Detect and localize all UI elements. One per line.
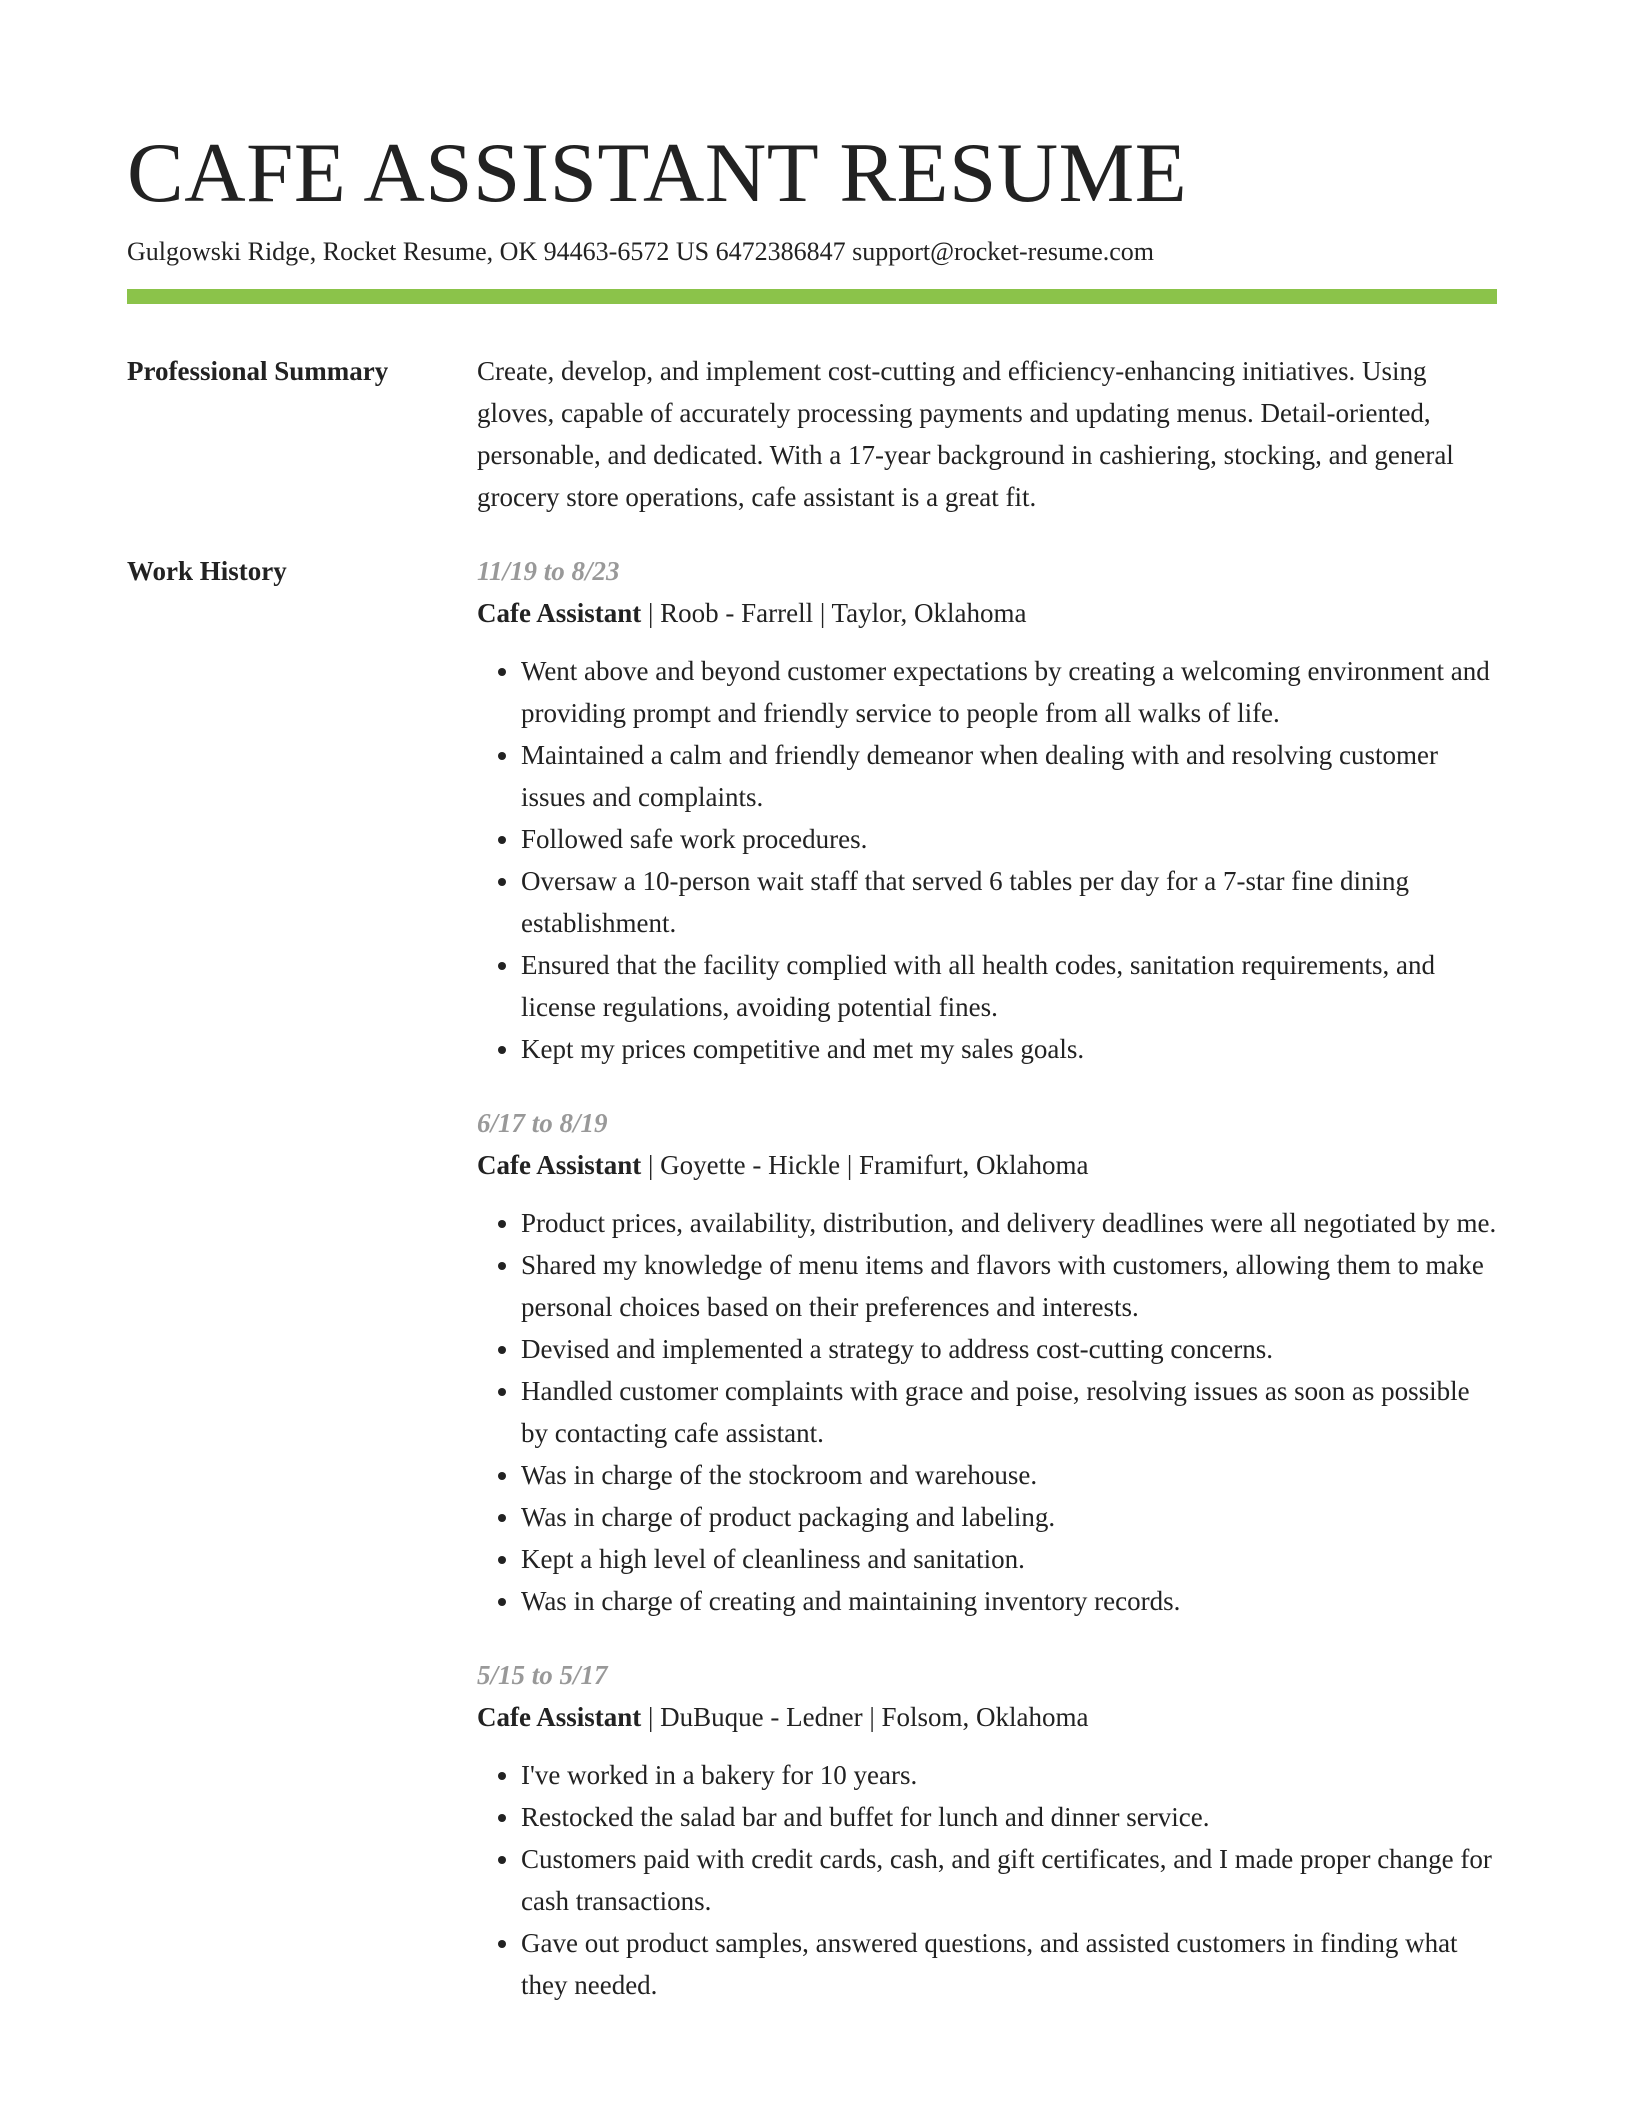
job-bullet: • Was in charge of product packaging and labeling. [521,1496,1497,1538]
job-employer-location: | Goyette - Hickle | Framifurt, Oklahoma [641,1150,1089,1180]
job-bullet: • Oversaw a 10-person wait staff that served 6 tables per day for a 7-star fine dining establishment. [521,860,1497,944]
job-employer-location: | DuBuque - Ledner | Folsom, Oklahoma [641,1702,1089,1732]
job-bullet: • Shared my knowledge of menu items and flavors with customers, allowing them to make personal choices based on their preferences and interests. [521,1244,1497,1328]
job-bullet-list [477,650,1497,1070]
resume-page [127,0,1497,2006]
section-label-professional-summary: Professional Summary [127,356,389,386]
job-dates: 6/17 to 8/19 [477,1108,608,1138]
job-title: Cafe Assistant [477,598,642,628]
resume-title: CAFE ASSISTANT RESUME [127,126,1188,220]
job-bullet: • Went above and beyond customer expectations by creating a welcoming environment and providing prompt and friendly service to people from all walks of life. [521,650,1497,734]
section-label-work-history: Work History [127,556,287,586]
job-bullet: • Followed safe work procedures. [521,818,1497,860]
job-dates: 5/15 to 5/17 [477,1660,608,1690]
contact-line [127,234,1497,270]
professional-summary-section [127,350,1497,518]
job-bullet-list [477,1202,1497,1622]
job-bullet: • Ensured that the facility complied with all health codes, sanitation requirements, and license regulations, avoiding potential fines. [521,944,1497,1028]
job-bullet: • Devised and implemented a strategy to address cost-cutting concerns. [521,1328,1497,1370]
work-history-section [127,550,1497,2006]
job-bullet: • Handled customer complaints with grace and poise, resolving issues as soon as possible by contacting cafe assistant. [521,1370,1497,1454]
job-employer-location: | Roob - Farrell | Taylor, Oklahoma [641,598,1027,628]
job-entry [477,550,1497,1070]
contact-phone: 6472386847 [715,237,846,266]
job-bullet: • Was in charge of creating and maintaining inventory records. [521,1580,1497,1622]
job-title: Cafe Assistant [477,1150,642,1180]
job-bullet: • Restocked the salad bar and buffet for lunch and dinner service. [521,1796,1497,1838]
job-bullet: • Product prices, availability, distribution, and delivery deadlines were all negotiated by me. [521,1202,1497,1244]
job-bullet: • I've worked in a bakery for 10 years. [521,1754,1497,1796]
job-entry [477,1654,1497,2006]
job-bullet: • Was in charge of the stockroom and warehouse. [521,1454,1497,1496]
job-title: Cafe Assistant [477,1702,642,1732]
summary-text: Create, develop, and implement cost-cutting and efficiency-enhancing initiatives. Using gloves, capable of accurately processing payments and updating menus. Detail-oriented, personable, and dedicated. With a 17-year background in cashiering, stocking, and general grocery store operations, cafe assistant is a great fit. [477,356,1454,512]
job-bullet: • Gave out product samples, answered questions, and assisted customers in finding what they needed. [521,1922,1497,2006]
job-bullet: • Kept a high level of cleanliness and sanitation. [521,1538,1497,1580]
contact-email: support@rocket-resume.com [852,237,1155,266]
job-heading [477,592,1497,634]
job-heading [477,1696,1497,1738]
job-bullet: • Kept my prices competitive and met my sales goals. [521,1028,1497,1070]
contact-address: Gulgowski Ridge, Rocket Resume, OK 94463-6572 US [127,237,710,266]
job-bullet-list [477,1754,1497,2006]
job-entry [477,1102,1497,1622]
job-heading [477,1144,1497,1186]
header-divider [127,289,1497,304]
job-bullet: • Customers paid with credit cards, cash, and gift certificates, and I made proper change for cash transactions. [521,1838,1497,1922]
job-dates: 11/19 to 8/23 [477,556,620,586]
job-bullet: • Maintained a calm and friendly demeanor when dealing with and resolving customer issues and complaints. [521,734,1497,818]
